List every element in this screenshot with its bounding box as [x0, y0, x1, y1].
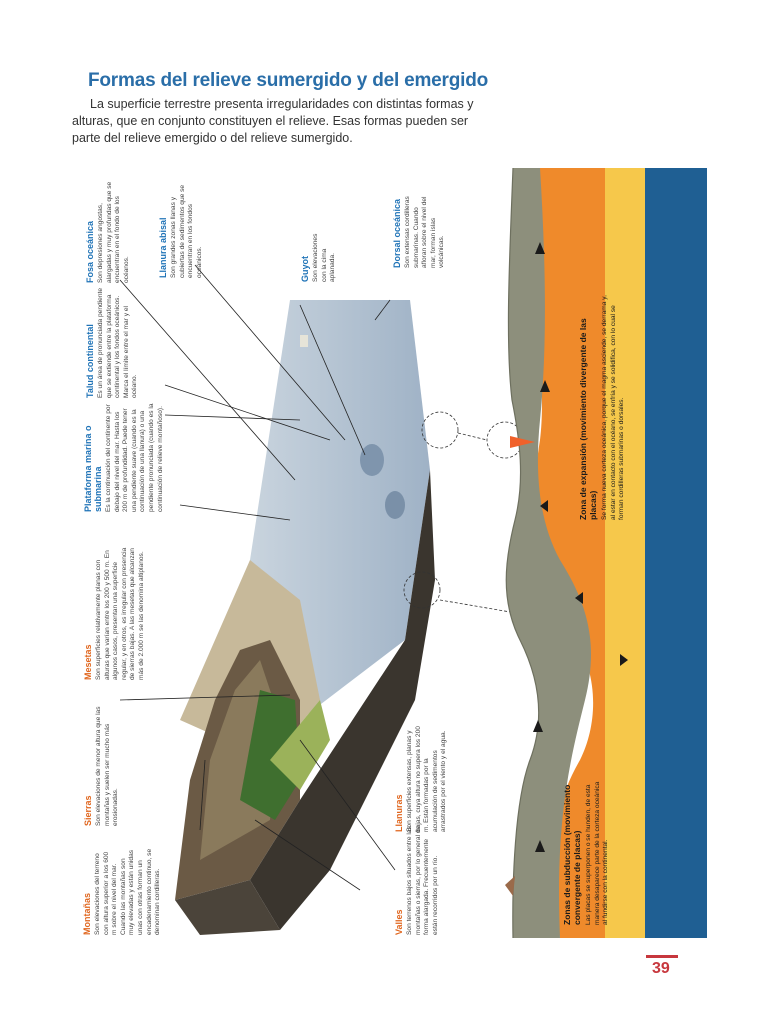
label-guyot-title: Guyot — [300, 256, 310, 282]
label-llanuras — [394, 722, 449, 832]
label-mesetas-body: Son superficies relativamente planas con alturas que varían entre los 200 y 500 m. En algunos casos, presentan una superficie regular, y en otros, es irregular con presencia de sierras bajas. A las mesetas que alcanzan más de 2.000 m se las denomina altiplanos. — [95, 547, 145, 680]
label-guyot — [300, 232, 338, 282]
ocean-band — [645, 168, 707, 938]
label-dorsal-body: Son extensas cordilleras submarinas. Cuando afloran sobre el nivel del mar, forman islas volcánicas. — [404, 196, 446, 268]
zone-subduccion — [562, 775, 611, 925]
label-llanura-abisal — [158, 183, 204, 278]
label-plataforma-title: Plataforma marina o submarina — [83, 425, 103, 512]
label-talud-body: Es un área de pronunciada pendiente que se extiende entre la plataforma continental y los fondos oceánicos. Marca el límite entre el mar y el océano. — [97, 288, 139, 398]
label-valles-body: Son terrenos bajos situados entre las montañas o sierras, por lo general de forma alargada. Frecuentemente están recorridos por un río. — [406, 825, 439, 935]
label-mesetas-title: Mesetas — [83, 644, 93, 680]
label-talud-title: Talud continental — [85, 324, 95, 398]
zone-expansion-title: Zona de expansión (movimiento divergente de las placas) — [578, 318, 598, 520]
label-talud — [85, 288, 140, 398]
label-fosa-body: Son depresiones angostas, alargadas y muy profundas que se encuentran en el fondo de los océanos. — [97, 181, 130, 283]
label-valles — [394, 825, 440, 935]
seamount — [385, 491, 405, 519]
label-dorsal — [392, 186, 447, 268]
label-montanas-title: Montañas — [82, 892, 92, 935]
yellow-mantle-band — [605, 168, 645, 938]
zone-expansion — [578, 290, 627, 520]
zone-subduccion-title: Zonas de subducción (movimiento convergente de placas) — [562, 784, 582, 925]
island — [300, 335, 308, 347]
zone-subduccion-body: Las placas se superponen o se hunden, de esta manera desaparece parte de la corteza oceánica al fundirse con la continental. — [585, 781, 610, 925]
label-montanas — [82, 845, 163, 935]
label-fosa-title: Fosa oceánica — [85, 220, 95, 283]
label-montanas-body: Son elevaciones del terreno con altura superior a los 600 m sobre el nivel del mar. Cuando las montañas son muy elevadas y están unidas unas con otras forman un encadenamiento continuo, se denominan cordilleras. — [94, 848, 162, 935]
label-guyot-body: Son elevaciones con la cima aplanada. — [312, 233, 337, 282]
label-sierras-title: Sierras — [83, 795, 93, 826]
label-llanuras-body: Son superficies extensas, planas y bajas, cuya altura no supera los 200 m. Están formadas por la acumulación de sedimentos arrastrados por el viento y el agua. — [406, 726, 448, 832]
label-mesetas — [83, 540, 147, 680]
label-fosa — [85, 173, 131, 283]
label-llanura-abisal-title: Llanura abisal — [158, 217, 168, 278]
label-plataforma — [83, 402, 165, 512]
label-valles-title: Valles — [394, 909, 404, 935]
label-llanura-abisal-body: Son grandes zonas llanas y cubiertas de sedimentos que se encuentran en los fondos oceánicos. — [170, 184, 203, 278]
page-title: Formas del relieve sumergido y del emergido — [88, 70, 489, 91]
label-dorsal-title: Dorsal oceánica — [392, 198, 402, 268]
intro-paragraph: La superficie terrestre presenta irregularidades con distintas formas y alturas, que en conjunto constituyen el relieve. Esas formas pueden ser parte del relieve emergido o del relieve sumergido. — [72, 97, 474, 145]
guyot — [360, 444, 384, 476]
page-number-bar — [646, 955, 678, 958]
zone-expansion-body: Se forma nueva corteza oceánica, porque el magma asciende, se derrama y, al estar en contacto con el océano, se enfría y se solidifica, con lo cual se forman cordilleras submarinas o dorsales. — [601, 295, 626, 520]
label-sierras — [83, 696, 121, 826]
page-number: 39 — [652, 960, 670, 977]
label-llanuras-title: Llanuras — [394, 794, 404, 832]
label-plataforma-body: Es la continuación del continente por debajo del nivel del mar. Hasta los 200 m de profundidad. Puede tener una pendiente suave (cuando es la continuación de una llanura) o una pendiente pronunciada (cuando es la continuación de relieve montañoso). — [105, 403, 164, 512]
label-sierras-body: Son elevaciones de menor altura que las montañas y suelen ser mucho más erosionadas. — [95, 706, 120, 826]
